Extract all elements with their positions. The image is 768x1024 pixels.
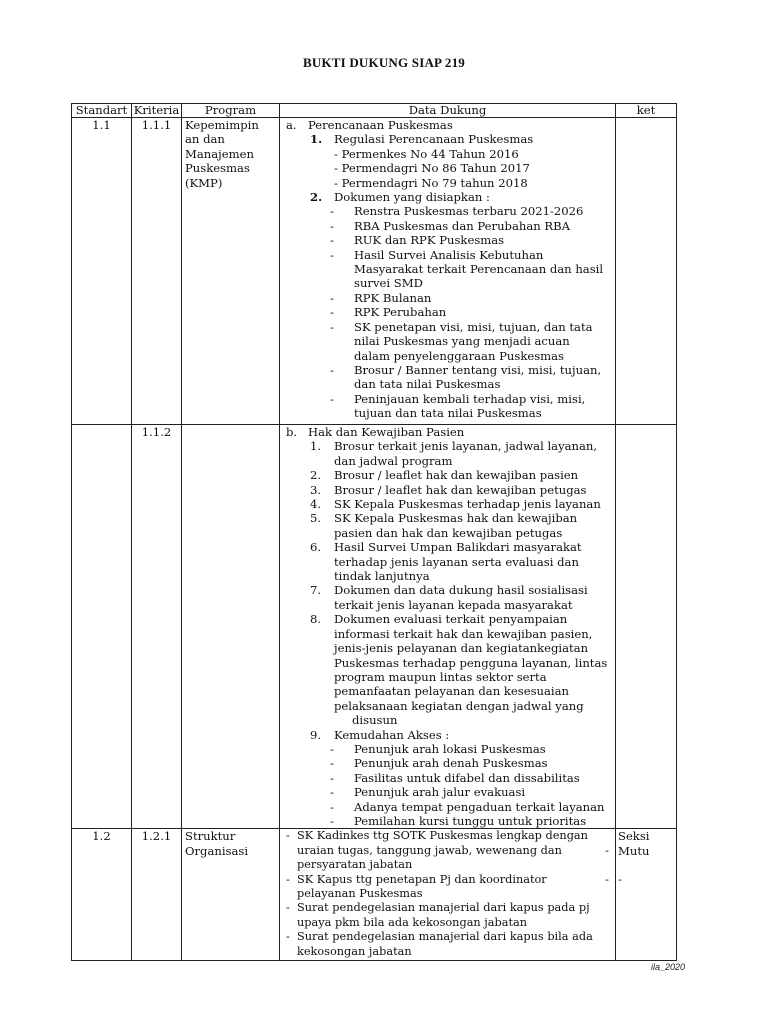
- program-line: (KMP): [185, 175, 223, 190]
- sub-list: [286, 147, 613, 190]
- list-item: - Permendagri No 86 Tahun 2017: [334, 161, 530, 176]
- table-row: [72, 425, 677, 829]
- list-item: - Hasil Survei Analisis Kebutuhan Masyarakat terkait Perencanaan dan hasil survei SMD: [330, 247, 604, 291]
- numbered-item: [286, 190, 613, 204]
- item-text: Dokumen evaluasi terkait penyampaian informasi terkait hak dan kewajiban pasien, jenis-jenis pelayanan dan kegiatankegiatan Puskesmas terhadap pengguna layanan, lintas program maupun lintas sektor serta pemanfaatan pelayanan dan kesesuaian pelaksanaan kegiatan dengan jadwal yang disusun: [334, 612, 608, 728]
- list-item: - Renstra Puskesmas terbaru 2021-2026: [330, 204, 584, 219]
- item-text: Brosur terkait jenis layanan, jadwal layanan, dan jadwal program: [334, 439, 598, 468]
- list-item: - RPK Bulanan: [330, 290, 432, 305]
- list-item: - SK Kapus ttg penetapan Pj dan koordinator - pelayanan Puskesmas: [286, 872, 609, 900]
- item-text: Dokumen yang disiapkan :: [334, 190, 490, 205]
- numbered-item: 1. Brosur terkait jenis layanan, jadwal layanan, dan jadwal program: [310, 439, 598, 468]
- item-text: SK Kepala Puskesmas terhadap jenis layanan: [334, 497, 601, 512]
- list-item: - RBA Puskesmas dan Perubahan RBA: [330, 218, 571, 233]
- list-item: - SK penetapan visi, misi, tujuan, dan tata nilai Puskesmas yang menjadi acuan dalam penyelenggaraan Puskesmas: [330, 319, 593, 363]
- numbered-item: 8. Dokumen evaluasi terkait penyampaian informasi terkait hak dan kewajiban pasien, jenis-jenis pelayanan dan kegiatankegiatan Puskesmas terhadap pengguna layanan, lintas program maupun lintas sektor serta pemanfaatan pelayanan dan kesesuaian pelaksanaan kegiatan dengan jadwal yang disusun: [310, 612, 608, 728]
- standart-cell: 1.1: [72, 118, 132, 425]
- ket-cell: [616, 829, 677, 961]
- list-item-text: Renstra Puskesmas terbaru 2021-2026: [354, 204, 584, 219]
- list-item: - Fasilitas untuk difabel dan dissabilitas: [330, 770, 580, 785]
- program-line: Manajemen: [185, 146, 254, 161]
- numbered-item: 4. SK Kepala Puskesmas terhadap jenis layanan: [310, 497, 601, 512]
- table-header-row: [72, 104, 677, 118]
- item-text: Dokumen dan data dukung hasil sosialisasi terkait jenis layanan kepada masyarakat: [334, 583, 588, 612]
- item-text: Hasil Survei Umpan Balikdari masyarakat terhadap jenis layanan serta evaluasi dan tindak lanjutnya: [334, 540, 582, 584]
- section-label: b.: [286, 425, 298, 439]
- item-number: 1.: [310, 132, 323, 147]
- list-item: - Permendagri No 79 tahun 2018: [334, 175, 528, 190]
- standart-cell: [72, 425, 132, 829]
- item-text: Kemudahan Akses :: [334, 727, 450, 742]
- program-cell: [182, 425, 280, 829]
- item-text: SK Kepala Puskesmas hak dan kewajiban pasien dan hak dan kewajiban petugas: [334, 511, 578, 540]
- program-line: an dan: [185, 132, 225, 147]
- ket-cell: [616, 425, 677, 829]
- list-item: - RPK Perubahan: [330, 305, 447, 320]
- table-row: [72, 829, 677, 961]
- list-item-text: SK penetapan visi, misi, tujuan, dan tata nilai Puskesmas yang menjadi acuan dalam penyelenggaraan Puskesmas: [354, 319, 593, 363]
- list-item: - Penunjuk arah denah Puskesmas: [330, 756, 548, 771]
- numbered-item: 9. Kemudahan Akses :: [310, 727, 450, 742]
- item-text: Brosur / leaflet hak dan kewajiban pasien: [334, 468, 579, 483]
- numbered-item: [286, 132, 613, 146]
- numbered-item: 5. SK Kepala Puskesmas hak dan kewajiban pasien dan hak dan kewajiban petugas: [310, 511, 578, 540]
- standart-cell: 1.2: [72, 829, 132, 961]
- list-item-text: Penunjuk arah denah Puskesmas: [354, 756, 548, 771]
- table-row: [72, 118, 677, 425]
- section-heading: [286, 118, 613, 132]
- list-item: - Penunjuk arah lokasi Puskesmas: [330, 741, 546, 756]
- program-line: Struktur: [185, 829, 236, 844]
- list-item: - Penunjuk arah jalur evakuasi: [330, 785, 526, 800]
- page-title: BUKTI DUKUNG SIAP 219: [302, 55, 466, 70]
- list-item-text: Penunjuk arah jalur evakuasi: [354, 785, 526, 800]
- numbered-item: 2. Brosur / leaflet hak dan kewajiban pasien: [310, 468, 579, 483]
- list-item: - Adanya tempat pengaduan terkait layanan: [330, 799, 605, 814]
- section-heading: [286, 425, 613, 439]
- header-ket: ket: [616, 104, 677, 118]
- list-item: - Brosur / Banner tentang visi, misi, tujuan, dan tata nilai Puskesmas: [330, 362, 602, 392]
- list-item: - RUK dan RPK Puskesmas: [330, 233, 505, 248]
- header-kriteria: Kriteria: [132, 104, 182, 118]
- list-item-text: Peninjauan kembali terhadap visi, misi, tujuan dan tata nilai Puskesmas: [354, 391, 586, 421]
- item-number: 2.: [310, 190, 323, 205]
- numbered-item: 3. Brosur / leaflet hak dan kewajiban petugas: [310, 482, 587, 497]
- data-dukung-cell: [280, 425, 616, 829]
- list-item: - Permenkes No 44 Tahun 2016: [334, 146, 519, 161]
- program-line: Puskesmas: [185, 161, 250, 176]
- data-dukung-cell: [280, 118, 616, 425]
- item-text: Regulasi Perencanaan Puskesmas: [334, 132, 534, 147]
- list-item: - SK Kadinkes ttg SOTK Puskesmas lengkap dengan uraian tugas, tanggung jawab, wewenang dan - persyaratan jabatan: [286, 829, 609, 872]
- kriteria-cell: 1.2.1: [132, 829, 182, 961]
- list-item: - Surat pendegelasian manajerial dari kapus pada pj upaya pkm bila ada kekosongan jabatan: [286, 901, 590, 929]
- section-title: Hak dan Kewajiban Pasien: [308, 425, 465, 439]
- header-data-dukung: Data Dukung: [280, 104, 616, 118]
- program-line: Kepemimpin: [185, 118, 259, 132]
- list-item: - Peninjauan kembali terhadap visi, misi, tujuan dan tata nilai Puskesmas: [330, 391, 586, 421]
- program-cell: [182, 829, 280, 961]
- list-item-text: RUK dan RPK Puskesmas: [354, 233, 505, 248]
- program-line: Organisasi: [185, 843, 249, 858]
- header-standart: Standart: [72, 104, 132, 118]
- section-label: a.: [286, 118, 297, 132]
- data-dukung-cell: [280, 829, 616, 961]
- list-item-text: Pemilahan kursi tunggu untuk prioritas: [354, 813, 587, 828]
- list-item-text: Penunjuk arah lokasi Puskesmas: [354, 741, 546, 756]
- evidence-table: [71, 103, 677, 961]
- list-item-text: RPK Perubahan: [354, 305, 447, 320]
- list-item-text: RPK Bulanan: [354, 290, 432, 305]
- list-item-text: Adanya tempat pengaduan terkait layanan: [354, 799, 605, 814]
- list-item: - Pemilahan kursi tunggu untuk prioritas: [330, 813, 587, 828]
- list-item-text: Fasilitas untuk difabel dan dissabilitas: [354, 770, 580, 785]
- numbered-item: 7. Dokumen dan data dukung hasil sosialisasi terkait jenis layanan kepada masyarakat: [310, 583, 588, 612]
- kriteria-cell: 1.1.1: [132, 118, 182, 425]
- ket-cell: [616, 118, 677, 425]
- footer-note: ila_2020: [651, 962, 686, 972]
- ket-dash: -: [618, 872, 622, 887]
- numbered-item: 6. Hasil Survei Umpan Balikdari masyarakat terhadap jenis layanan serta evaluasi dan tindak lanjutnya: [310, 540, 582, 584]
- item-text: Brosur / leaflet hak dan kewajiban petugas: [334, 482, 587, 497]
- kriteria-cell: 1.1.2: [132, 425, 182, 829]
- program-cell: [182, 118, 280, 425]
- list-item-text: RBA Puskesmas dan Perubahan RBA: [354, 218, 571, 233]
- ket-text: Seksi Mutu: [618, 829, 650, 858]
- list-item-text: Brosur / Banner tentang visi, misi, tujuan, dan tata nilai Puskesmas: [354, 362, 602, 392]
- header-program: Program: [182, 104, 280, 118]
- list-item: - Surat pendegelasian manajerial dari kapus bila ada kekosongan jabatan: [286, 930, 593, 958]
- section-title: Perencanaan Puskesmas: [308, 118, 453, 132]
- list-item-text: Hasil Survei Analisis Kebutuhan Masyarakat terkait Perencanaan dan hasil survei SMD: [354, 247, 604, 291]
